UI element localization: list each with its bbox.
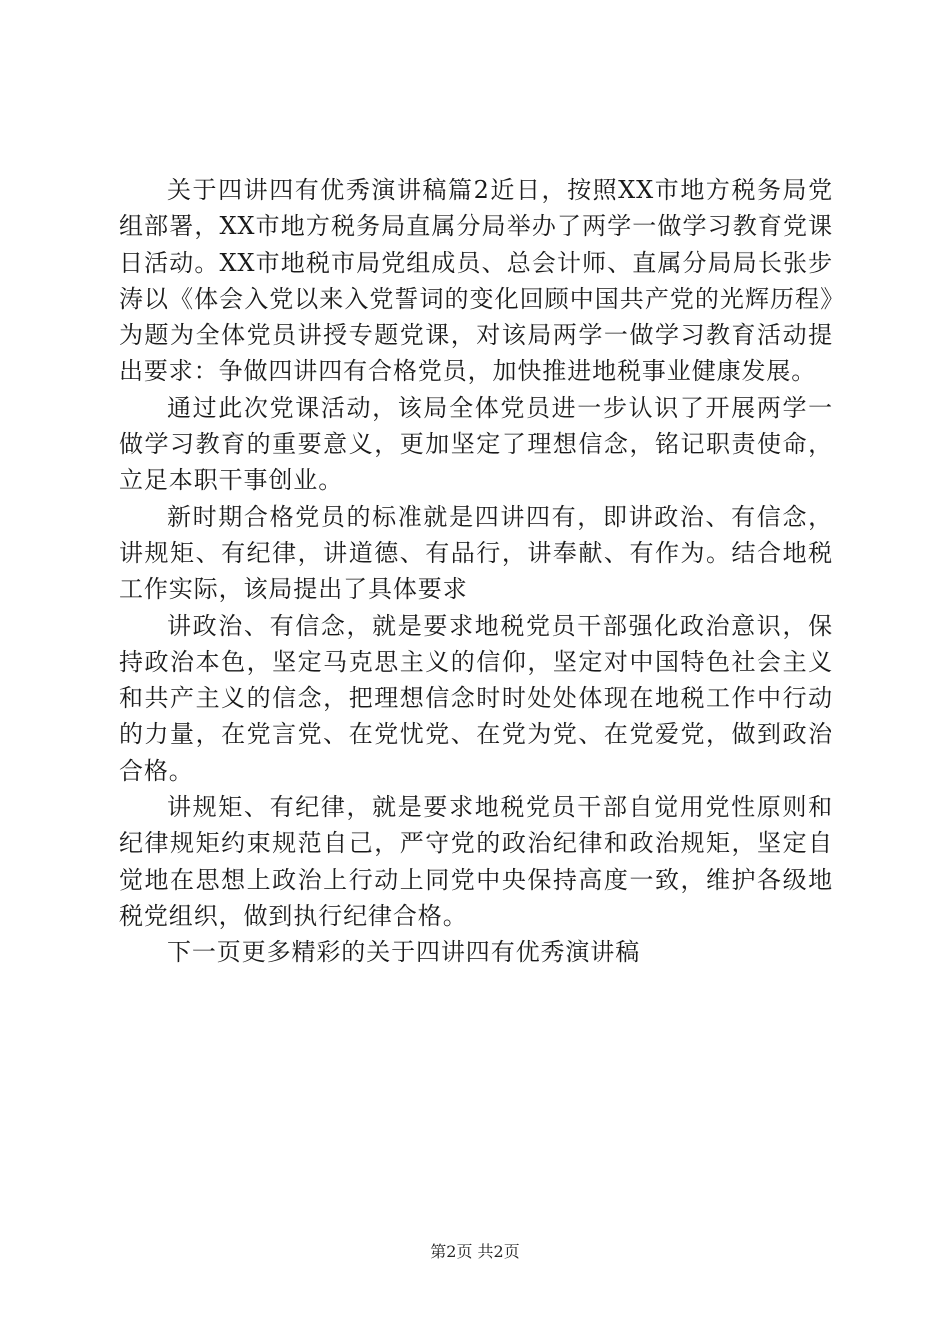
paragraph-next-page: 下一页更多精彩的关于四讲四有优秀演讲稿	[167, 938, 641, 967]
paragraph-discipline: 讲规矩、有纪律，就是要求地税党员干部自觉用党性原则和纪律规矩约束规范自己，严守党的政治纪律和政治规矩，坚定自觉地在思想上政治上行动上同党中央保持高度一致，维护各级地税党组织，做到执行纪律合格。	[119, 793, 833, 930]
paragraph-politics: 讲政治、有信念，就是要求地税党员干部强化政治意识，保持政治本色，坚定马克思主义的信仰，坚定对中国特色社会主义和共产主义的信念，把理想信念时时处处体现在地税工作中行动的力量，在党言党、在党忧党、在党为党、在党爱党，做到政治合格。	[119, 611, 833, 785]
paragraph-party-lesson: 通过此次党课活动，该局全体党员进一步认识了开展两学一做学习教育的重要意义，更加坚定了理想信念，铭记职责使命，立足本职干事创业。	[119, 393, 833, 495]
document-body	[119, 172, 833, 971]
paragraph-standard: 新时期合格党员的标准就是四讲四有，即讲政治、有信念，讲规矩、有纪律，讲道德、有品行，讲奉献、有作为。结合地税工作实际，该局提出了具体要求	[119, 502, 833, 604]
page-number-footer: 第2页 共2页	[430, 1242, 520, 1261]
paragraph-intro: 关于四讲四有优秀演讲稿篇2近日，按照XX市地方税务局党组部署，XX市地方税务局直属分局举办了两学一做学习教育党课日活动。XX市地税市局党组成员、总会计师、直属分局局长张步涛以《体会入党以来入党誓词的变化回顾中国共产党的光辉历程》为题为全体党员讲授专题党课，对该局两学一做学习教育活动提出要求：争做四讲四有合格党员，加快推进地税事业健康发展。	[119, 176, 833, 386]
